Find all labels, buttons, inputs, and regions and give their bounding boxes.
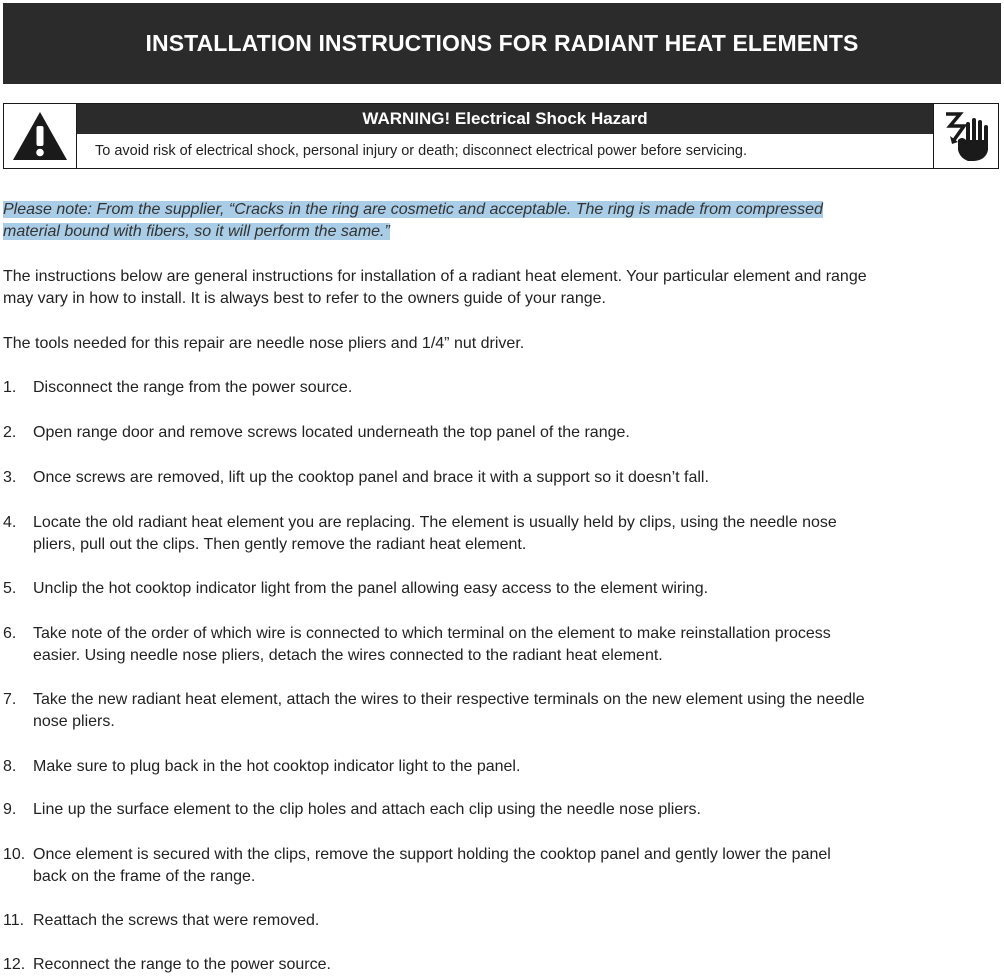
step-text: Take note of the order of which wire is connected to which terminal on the element to make reinstallation process easier. Using needle nose pliers, detach the wires connected to the radiant heat element. (33, 625, 831, 664)
intro-line-2: may vary in how to install. It is always best to refer to the owners guide of your range. (3, 290, 606, 307)
step-number: 4. (3, 514, 17, 531)
step-number: 5. (3, 580, 17, 597)
step-text: Take the new radiant heat element, attach the wires to their respective terminals on the new element using the needle nose pliers. (33, 691, 865, 730)
step-number: 8. (3, 758, 17, 775)
supplier-note (3, 199, 823, 243)
list-item (3, 844, 1001, 888)
step-text: Unclip the hot cooktop indicator light from the panel allowing easy access to the element wiring. (33, 580, 709, 597)
list-item (3, 799, 1001, 821)
title-banner (3, 3, 1001, 84)
warning-box (3, 103, 999, 169)
list-item (3, 623, 1001, 667)
warning-heading: WARNING! Electrical Shock Hazard (77, 104, 933, 134)
step-text: Make sure to plug back in the hot cooktop indicator light to the panel. (33, 758, 521, 775)
step-number: 9. (3, 801, 17, 818)
list-item (3, 512, 1001, 556)
step-number: 1. (3, 379, 17, 396)
step-text: Line up the surface element to the clip holes and attach each clip using the needle nose pliers. (33, 801, 701, 818)
step-text: Open range door and remove screws located underneath the top panel of the range. (33, 424, 630, 441)
list-item (3, 954, 1001, 976)
step-text: Once element is secured with the clips, remove the support holding the cooktop panel and gently lower the panel back on the frame of the range. (33, 846, 831, 885)
step-text: Once screws are removed, lift up the cooktop panel and brace it with a support so it doesn’t fall. (33, 469, 709, 486)
list-item (3, 377, 1001, 399)
warning-content (77, 104, 933, 168)
step-text: Reattach the screws that were removed. (33, 912, 320, 929)
warning-icon-cell (4, 104, 77, 168)
step-text: Disconnect the range from the power source. (33, 379, 353, 396)
step-number: 11. (3, 912, 25, 929)
step-number: 3. (3, 469, 17, 486)
list-item (3, 422, 1001, 444)
step-text: Locate the old radiant heat element you are replacing. The element is usually held by clips, using the needle nose pliers, pull out the clips. Then gently remove the radiant heat element. (33, 514, 837, 553)
warning-text: To avoid risk of electrical shock, personal injury or death; disconnect electrical power before servicing. (95, 143, 748, 159)
list-item (3, 756, 1001, 778)
step-text: Reconnect the range to the power source. (33, 956, 331, 973)
note-line-1: Please note: From the supplier, “Cracks in the ring are cosmetic and acceptable. The ring is made from compressed (3, 201, 823, 218)
note-line-2: material bound with fibers, so it will perform the same.” (3, 223, 390, 240)
list-item (3, 578, 1001, 600)
list-item (3, 689, 1001, 733)
step-number: 7. (3, 691, 17, 708)
step-number: 2. (3, 424, 17, 441)
step-number: 6. (3, 625, 17, 642)
list-item (3, 910, 1001, 932)
warning-triangle-icon (11, 110, 69, 162)
page-title: INSTALLATION INSTRUCTIONS FOR RADIANT HEAT ELEMENTS (145, 30, 859, 56)
list-item (3, 467, 1001, 489)
tools-paragraph: The tools needed for this repair are needle nose pliers and 1/4” nut driver. (3, 335, 525, 352)
shock-icon-cell (933, 104, 998, 168)
intro-paragraph (3, 266, 867, 310)
electric-shock-hand-icon (940, 108, 992, 164)
step-number: 12. (3, 956, 26, 973)
step-number: 10. (3, 846, 26, 863)
intro-line-1: The instructions below are general instructions for installation of a radiant heat element. Your particular element and range (3, 268, 867, 285)
